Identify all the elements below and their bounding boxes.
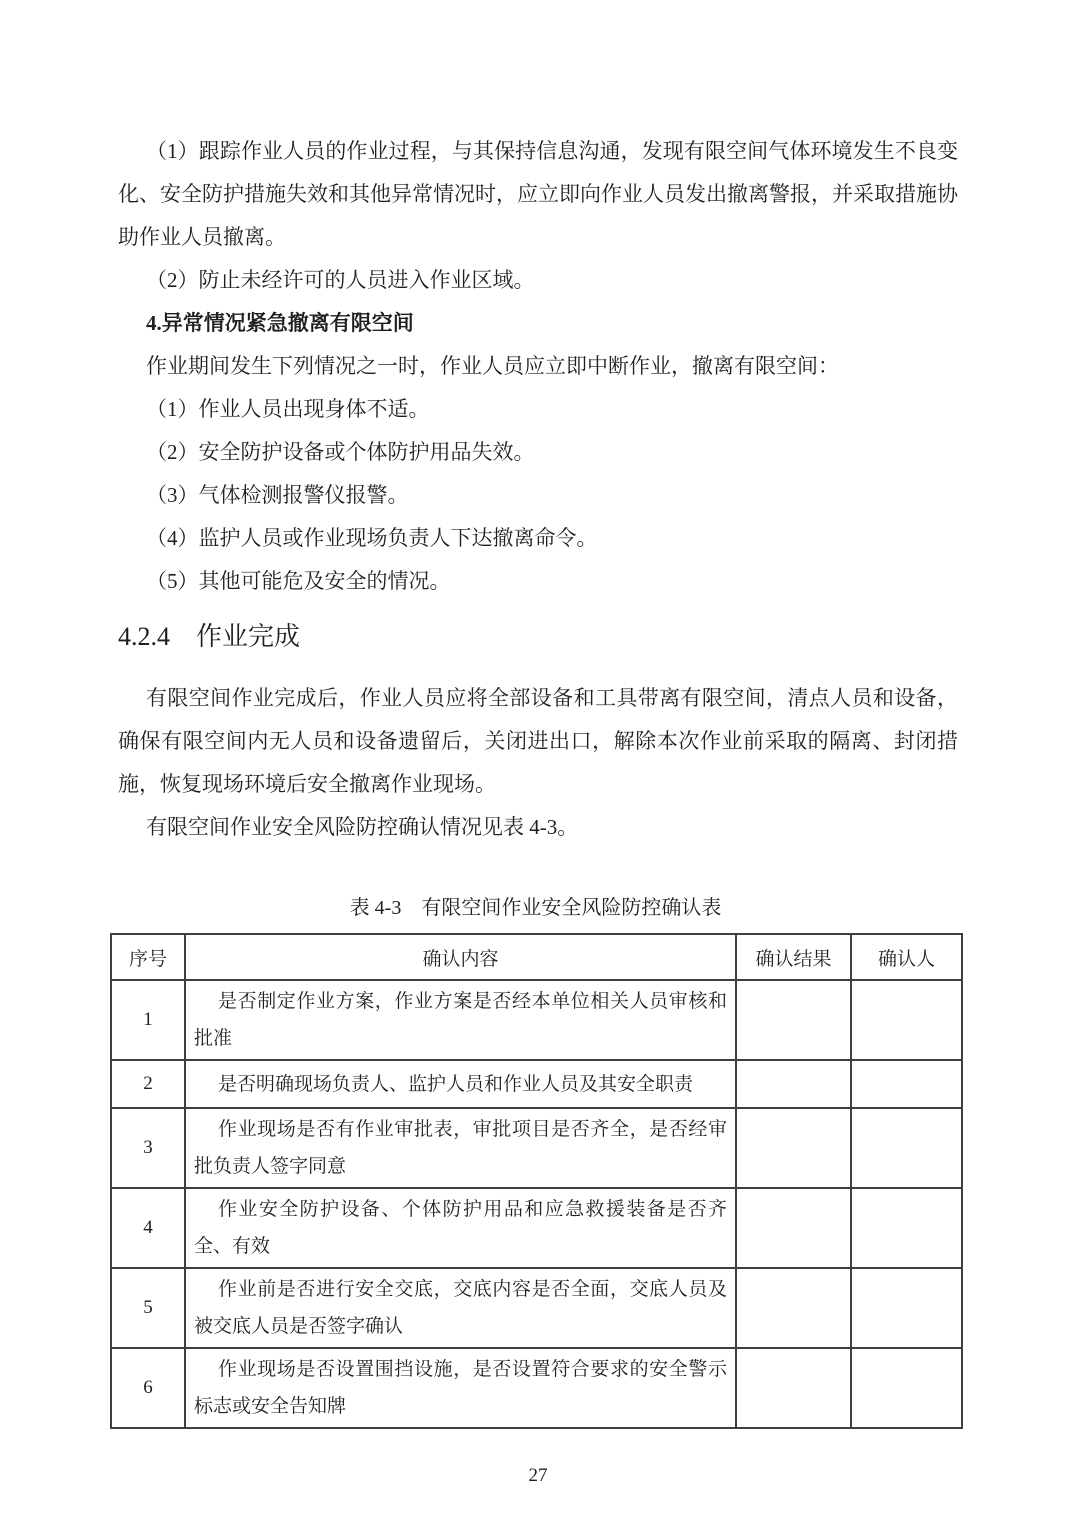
page-number: 27 xyxy=(528,1465,548,1486)
confirm-result-cell xyxy=(736,1348,851,1428)
confirm-person-cell xyxy=(851,1268,962,1348)
seq-no-cell: 2 xyxy=(111,1060,185,1108)
confirm-result-cell xyxy=(736,1188,851,1268)
list-item-2: （2）安全防护设备或个体防护用品失效。 xyxy=(146,440,535,464)
paragraph-work-completion: 有限空间作业完成后，作业人员应将全部设备和工具带离有限空间，清点人员和设备，确保有限空间内无人员和设备遗留后，关闭进出口，解除本次作业前采取的隔离、封闭措施，恢复现场环境后安全撤离作业现场。 xyxy=(118,686,958,796)
seq-no-cell: 5 xyxy=(111,1268,185,1348)
confirm-content-cell: 作业前是否进行安全交底，交底内容是否全面，交底人员及被交底人员是否签字确认 xyxy=(185,1268,736,1348)
heading-emergency-evacuation: 4.异常情况紧急撤离有限空间 xyxy=(146,311,414,335)
confirm-result-cell xyxy=(736,980,851,1060)
table-row xyxy=(111,1108,962,1188)
header-confirm-result: 确认结果 xyxy=(736,934,851,980)
confirm-result-cell xyxy=(736,1108,851,1188)
header-seq-no: 序号 xyxy=(111,934,185,980)
table-row xyxy=(111,1060,962,1108)
confirm-person-cell xyxy=(851,980,962,1060)
table-caption: 表 4-3 有限空间作业安全风险防控确认表 xyxy=(349,897,722,919)
paragraph-evacuation-intro: 作业期间发生下列情况之一时，作业人员应立即中断作业，撤离有限空间： xyxy=(146,354,839,378)
confirm-person-cell xyxy=(851,1060,962,1108)
table-row xyxy=(111,1348,962,1428)
confirm-content-cell: 作业现场是否有作业审批表，审批项目是否齐全，是否经审批负责人签字同意 xyxy=(185,1108,736,1188)
paragraph-table-reference: 有限空间作业安全风险防控确认情况见表 4-3。 xyxy=(146,815,579,839)
confirm-person-cell xyxy=(851,1188,962,1268)
confirm-result-cell xyxy=(736,1060,851,1108)
table-row xyxy=(111,980,962,1060)
table-header-row xyxy=(111,934,962,980)
confirm-result-cell xyxy=(736,1268,851,1348)
seq-no-cell: 4 xyxy=(111,1188,185,1268)
seq-no-cell: 6 xyxy=(111,1348,185,1428)
risk-control-confirmation-table xyxy=(110,933,963,1429)
table-row xyxy=(111,1188,962,1268)
section-heading-4-2-4: 4.2.4 作业完成 xyxy=(118,622,301,651)
confirm-content-cell: 是否制定作业方案，作业方案是否经本单位相关人员审核和批准 xyxy=(185,980,736,1060)
confirm-content-cell: 作业现场是否设置围挡设施，是否设置符合要求的安全警示标志或安全告知牌 xyxy=(185,1348,736,1428)
paragraph-monitor-duty-2: （2）防止未经许可的人员进入作业区域。 xyxy=(146,268,535,292)
header-confirm-content: 确认内容 xyxy=(185,934,736,980)
list-item-1: （1）作业人员出现身体不适。 xyxy=(146,397,430,421)
table-row xyxy=(111,1268,962,1348)
seq-no-cell: 1 xyxy=(111,980,185,1060)
seq-no-cell: 3 xyxy=(111,1108,185,1188)
header-confirm-person: 确认人 xyxy=(851,934,962,980)
confirm-content-cell: 作业安全防护设备、个体防护用品和应急救援装备是否齐全、有效 xyxy=(185,1188,736,1268)
paragraph-monitor-duty-1: （1）跟踪作业人员的作业过程，与其保持信息沟通，发现有限空间气体环境发生不良变化、安全防护措施失效和其他异常情况时，应立即向作业人员发出撤离警报，并采取措施协助作业人员撤离。 xyxy=(118,139,958,249)
confirm-person-cell xyxy=(851,1348,962,1428)
confirm-person-cell xyxy=(851,1108,962,1188)
list-item-3: （3）气体检测报警仪报警。 xyxy=(146,483,409,507)
confirm-content-cell: 是否明确现场负责人、监护人员和作业人员及其安全职责 xyxy=(185,1060,736,1108)
list-item-5: （5）其他可能危及安全的情况。 xyxy=(146,569,451,593)
list-item-4: （4）监护人员或作业现场负责人下达撤离命令。 xyxy=(146,526,598,550)
